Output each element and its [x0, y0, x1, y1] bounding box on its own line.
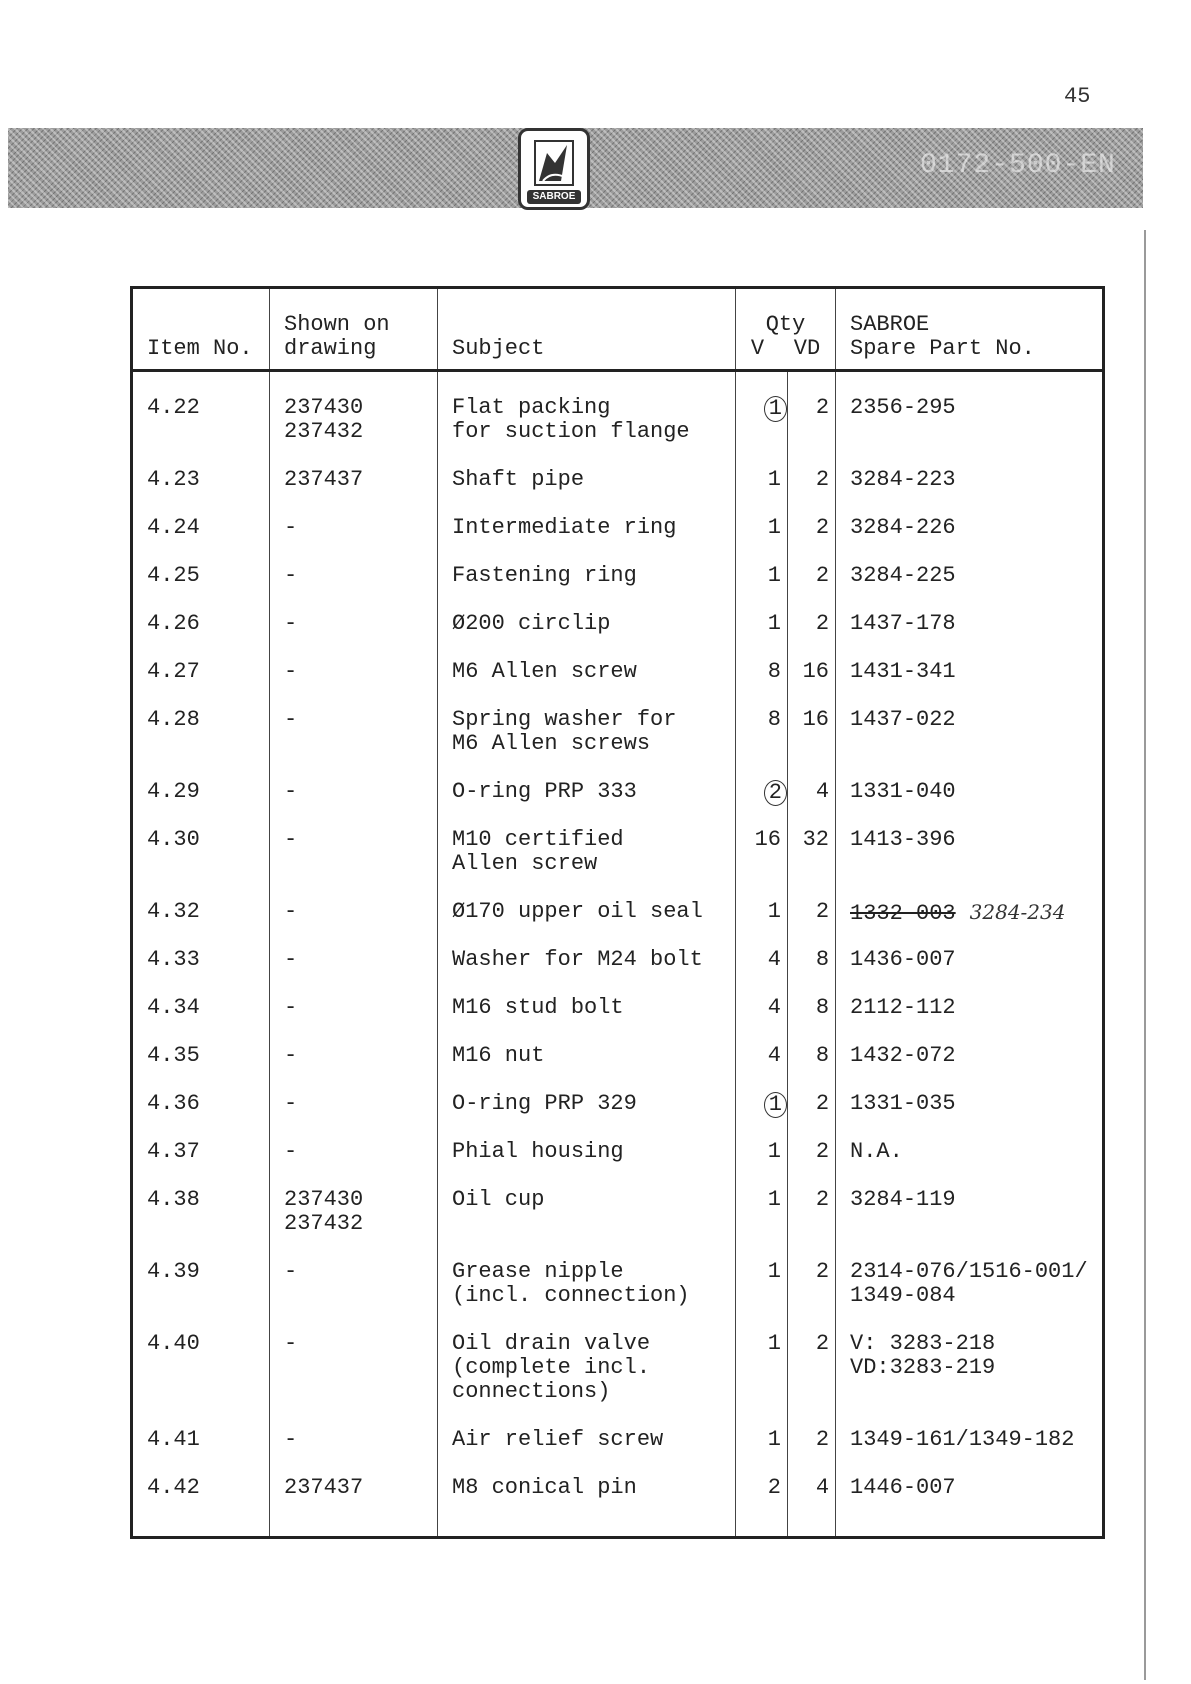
qty-vd: 2: [788, 371, 836, 469]
item-number: 4.35: [132, 1044, 270, 1092]
qty-v: 1: [736, 1332, 788, 1428]
qty-v: 1: [736, 612, 788, 660]
subject-line: Oil drain valve: [452, 1331, 651, 1356]
subject: Intermediate ring: [438, 516, 736, 564]
header-shown-line-1: Shown on: [284, 312, 390, 337]
item-number: 4.26: [132, 612, 270, 660]
spare-part-number: 2112-112: [850, 995, 956, 1020]
document-code: 0172-500-EN: [920, 150, 1116, 181]
item-number: 4.27: [132, 660, 270, 708]
qty-v: 1: [736, 516, 788, 564]
subject: Air relief screw: [438, 1428, 736, 1476]
item-number: 4.38: [132, 1188, 270, 1260]
subject: Washer for M24 bolt: [438, 948, 736, 996]
page-edge-rule: [1144, 230, 1146, 1680]
struck-part-number: 1332-003: [850, 901, 956, 926]
table-row: [132, 1476, 1104, 1538]
qty-v: [736, 1092, 788, 1140]
qty-v: 8: [736, 660, 788, 708]
shown-on-drawing: 237437: [270, 1476, 438, 1538]
item-number: 4.41: [132, 1428, 270, 1476]
subject: O-ring PRP 329: [438, 1092, 736, 1140]
qty-vd: 16: [788, 708, 836, 780]
item-number: 4.40: [132, 1332, 270, 1428]
shown-on-drawing: -: [270, 1044, 438, 1092]
table-row: [132, 780, 1104, 828]
qty-v: 4: [736, 996, 788, 1044]
shown-on-drawing: -: [270, 1140, 438, 1188]
subject: M16 stud bolt: [438, 996, 736, 1044]
subject-line: for suction flange: [452, 419, 690, 444]
qty-v: 1: [736, 564, 788, 612]
subject-line: Allen screw: [452, 851, 598, 876]
circled-mark: 2: [764, 780, 787, 806]
spare-part-number: 1446-007: [850, 1475, 956, 1500]
subject-line: Grease nipple: [452, 1259, 624, 1284]
item-number: 4.39: [132, 1260, 270, 1332]
table-row: [132, 564, 1104, 612]
subject: [438, 1260, 736, 1332]
qty-v: 2: [736, 1476, 788, 1538]
item-number: 4.23: [132, 468, 270, 516]
qty-vd: 8: [788, 1044, 836, 1092]
sabroe-logo: [518, 128, 590, 210]
page-number: 45: [1064, 84, 1091, 109]
qty-vd: 2: [788, 1260, 836, 1332]
qty-vd: 2: [788, 612, 836, 660]
table-row: [132, 371, 1104, 469]
header-item-no: Item No.: [132, 288, 270, 371]
subject: Shaft pipe: [438, 468, 736, 516]
spare-part-number: 1431-341: [850, 659, 956, 684]
item-number: 4.22: [132, 371, 270, 469]
table-row: [132, 900, 1104, 948]
header-qty-label: Qty: [765, 312, 806, 337]
handwritten-correction: 3284-234: [969, 900, 1066, 924]
shown-on-drawing: -: [270, 516, 438, 564]
header-part-line-2: Spare Part No.: [850, 336, 1035, 361]
spare-part-number: 3284-225: [850, 563, 956, 588]
subject: M16 nut: [438, 1044, 736, 1092]
qty-vd: 2: [788, 468, 836, 516]
shown-on-drawing: [270, 371, 438, 469]
spare-part-number: 1331-035: [850, 1091, 956, 1116]
spare-part-number: 1331-040: [850, 779, 956, 804]
qty-vd: 2: [788, 1188, 836, 1260]
subject: O-ring PRP 333: [438, 780, 736, 828]
item-number: 4.33: [132, 948, 270, 996]
qty-v: 1: [736, 1188, 788, 1260]
qty-vd: 8: [788, 996, 836, 1044]
qty-vd: 8: [788, 948, 836, 996]
qty-vd: 32: [788, 828, 836, 900]
qty-v: 1: [736, 900, 788, 948]
table-row: [132, 1260, 1104, 1332]
subject-line: Flat packing: [452, 395, 611, 420]
drawing-number: 237430: [284, 395, 364, 420]
drawing-number: 237432: [284, 419, 364, 444]
table-row: [132, 516, 1104, 564]
header-qty: [736, 288, 836, 371]
spare-part-number: [836, 1332, 1104, 1428]
item-number: 4.28: [132, 708, 270, 780]
subject: [438, 371, 736, 469]
table-row: [132, 612, 1104, 660]
subject: Fastening ring: [438, 564, 736, 612]
drawing-number: 237430: [284, 1187, 364, 1212]
part-line: 2314-076/1516-001/: [850, 1259, 1088, 1284]
header-subject: Subject: [438, 288, 736, 371]
shown-on-drawing: [270, 1188, 438, 1260]
item-number: 4.29: [132, 780, 270, 828]
item-number: 4.42: [132, 1476, 270, 1538]
table-row: [132, 1188, 1104, 1260]
table-row: [132, 996, 1104, 1044]
shown-on-drawing: -: [270, 780, 438, 828]
spare-parts-table: [130, 286, 1105, 1539]
qty-vd: 2: [788, 1140, 836, 1188]
table-row: [132, 1332, 1104, 1428]
table-row: [132, 708, 1104, 780]
table-row: [132, 660, 1104, 708]
part-line: V: 3283-218: [850, 1331, 996, 1356]
spare-part-number: 1413-396: [850, 827, 956, 852]
shown-on-drawing: -: [270, 660, 438, 708]
qty-vd: 16: [788, 660, 836, 708]
shown-on-drawing: -: [270, 708, 438, 780]
qty-v: 1: [736, 1140, 788, 1188]
part-line: VD:3283-219: [850, 1355, 996, 1380]
qty-vd: 2: [788, 516, 836, 564]
qty-v: 1: [736, 1260, 788, 1332]
spare-part-number: 1349-161/1349-182: [850, 1427, 1075, 1452]
table-row: [132, 828, 1104, 900]
item-number: 4.30: [132, 828, 270, 900]
qty-v: 4: [736, 948, 788, 996]
subject: Ø200 circlip: [438, 612, 736, 660]
subject-line: (incl. connection): [452, 1283, 690, 1308]
shown-on-drawing: -: [270, 564, 438, 612]
qty-vd: 2: [788, 564, 836, 612]
part-line: 1349-084: [850, 1283, 956, 1308]
header-shown-on-drawing: [270, 288, 438, 371]
qty-vd: 2: [788, 1428, 836, 1476]
subject-line: M10 certified: [452, 827, 624, 852]
item-number: 4.24: [132, 516, 270, 564]
subject: [438, 828, 736, 900]
item-number: 4.36: [132, 1092, 270, 1140]
spare-part-number: 2356-295: [850, 395, 956, 420]
qty-vd: 4: [788, 780, 836, 828]
shown-on-drawing: -: [270, 1260, 438, 1332]
spare-part-number: [836, 900, 1104, 948]
subject-line: connections): [452, 1379, 611, 1404]
subject: Oil cup: [438, 1188, 736, 1260]
item-number: 4.25: [132, 564, 270, 612]
spare-part-number: 3284-226: [850, 515, 956, 540]
subject: Ø170 upper oil seal: [438, 900, 736, 948]
subject: M6 Allen screw: [438, 660, 736, 708]
qty-v: 8: [736, 708, 788, 780]
table-row: [132, 948, 1104, 996]
table-row: [132, 1428, 1104, 1476]
spare-part-number: 1437-022: [850, 707, 956, 732]
spare-part-number: 3284-223: [850, 467, 956, 492]
spare-part-number: 1432-072: [850, 1043, 956, 1068]
qty-v: 1: [736, 468, 788, 516]
shown-on-drawing: -: [270, 612, 438, 660]
shown-on-drawing: -: [270, 1428, 438, 1476]
qty-vd: 2: [788, 1092, 836, 1140]
qty-v: 16: [736, 828, 788, 900]
header-spare-part-no: [836, 288, 1104, 371]
spare-part-number: 1436-007: [850, 947, 956, 972]
table-row: [132, 1044, 1104, 1092]
qty-vd: 4: [788, 1476, 836, 1538]
subject: M8 conical pin: [438, 1476, 736, 1538]
spare-part-number: N.A.: [850, 1139, 903, 1164]
shown-on-drawing: 237437: [270, 468, 438, 516]
header-shown-line-2: drawing: [284, 336, 377, 361]
subject-line: M6 Allen screws: [452, 731, 651, 756]
shown-on-drawing: -: [270, 900, 438, 948]
drawing-number: 237432: [284, 1211, 364, 1236]
spare-part-number: 3284-119: [850, 1187, 956, 1212]
circled-mark: 1: [764, 396, 787, 422]
qty-v: [736, 780, 788, 828]
shown-on-drawing: -: [270, 948, 438, 996]
spare-part-number: [836, 1260, 1104, 1332]
shown-on-drawing: -: [270, 1332, 438, 1428]
subject: [438, 1332, 736, 1428]
shown-on-drawing: -: [270, 996, 438, 1044]
item-number: 4.34: [132, 996, 270, 1044]
qty-v: 4: [736, 1044, 788, 1092]
subject: Phial housing: [438, 1140, 736, 1188]
qty-vd: 2: [788, 1332, 836, 1428]
header-part-line-1: SABROE: [850, 312, 930, 337]
table-row: [132, 1140, 1104, 1188]
shown-on-drawing: -: [270, 828, 438, 900]
qty-v: 1: [736, 1428, 788, 1476]
qty-v: [736, 371, 788, 469]
qty-vd: 2: [788, 900, 836, 948]
subject-line: (complete incl.: [452, 1355, 651, 1380]
circled-mark: 1: [764, 1092, 787, 1118]
subject: [438, 708, 736, 780]
spare-part-number: 1437-178: [850, 611, 956, 636]
shown-on-drawing: -: [270, 1092, 438, 1140]
header-qty-v: V: [750, 336, 765, 361]
table-row: [132, 468, 1104, 516]
subject-line: Spring washer for: [452, 707, 677, 732]
table-row: [132, 1092, 1104, 1140]
table-header-row: [132, 288, 1104, 371]
logo-text: SABROE: [527, 190, 581, 204]
item-number: 4.37: [132, 1140, 270, 1188]
header-qty-vd: VD: [793, 336, 821, 361]
item-number: 4.32: [132, 900, 270, 948]
